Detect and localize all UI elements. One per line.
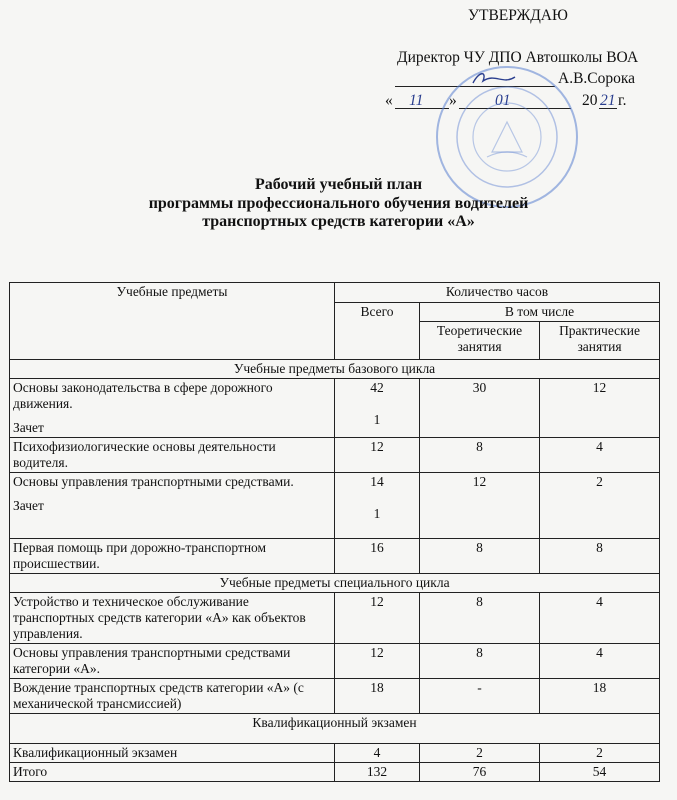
header-theory: Теоретические занятия (420, 322, 540, 360)
hours-total: 4 (335, 744, 420, 763)
hours-total: 12 (335, 644, 420, 679)
table-row (10, 744, 660, 763)
curriculum-table (9, 282, 660, 782)
hours-practice: 8 (540, 539, 660, 574)
hours-practice: 4 (540, 438, 660, 473)
table-row (10, 679, 660, 714)
section-title: Учебные предметы специального цикла (10, 574, 660, 593)
totals-practice: 54 (540, 763, 660, 782)
table-row (10, 438, 660, 473)
hours-practice: 4 (540, 644, 660, 679)
subject-name: Основы управления транспортными средствами. (13, 474, 294, 489)
date-year: 21 (600, 92, 616, 109)
table-row (10, 379, 660, 438)
header-hours: Количество часов (335, 283, 660, 303)
date-month: 01 (495, 92, 511, 109)
header-including: В том числе (420, 303, 660, 322)
table-row (10, 644, 660, 679)
title-line-1: Рабочий учебный план (254, 176, 423, 193)
hours-theory: 2 (420, 744, 540, 763)
approval-title: УТВЕРЖДАЮ (468, 7, 568, 24)
subject-name: Основы законодательства в сфере дорожного движения. (13, 380, 273, 411)
table-row (10, 593, 660, 644)
hours-practice: 4 (540, 593, 660, 644)
section-title: Учебные предметы базового цикла (10, 360, 660, 379)
subject-extra: Зачет (13, 498, 44, 513)
hours-total: 14 (370, 474, 384, 489)
signature-name: А.В.Сорока (558, 70, 636, 87)
table-row (10, 539, 660, 574)
hours-theory: 8 (420, 644, 540, 679)
subject-name: Основы управления транспортными средствами категории «А». (10, 644, 335, 679)
hours-total: 12 (335, 438, 420, 473)
hours-practice: 18 (540, 679, 660, 714)
hours-theory: - (420, 679, 540, 714)
totals-total: 132 (335, 763, 420, 782)
totals-label: Итого (10, 763, 335, 782)
hours-total: 18 (335, 679, 420, 714)
subject-name: Квалификационный экзамен (10, 744, 335, 763)
header-total: Всего (335, 303, 420, 360)
hours-practice: 12 (540, 379, 660, 438)
subject-name: Первая помощь при дорожно-транспортном происшествии. (10, 539, 335, 574)
header-subjects: Учебные предметы (10, 283, 335, 360)
subject-extra: Зачет (13, 420, 44, 435)
hours-practice: 2 (540, 473, 660, 539)
approval-position: Директор ЧУ ДПО Автошколы ВОА (397, 49, 639, 66)
hours-total: 12 (335, 593, 420, 644)
hours-theory: 12 (420, 473, 540, 539)
table-row (10, 473, 660, 539)
subject-name: Психофизиологические основы деятельности водителя. (10, 438, 335, 473)
section-title: Квалификационный экзамен (10, 714, 660, 744)
hours-total: 42 (370, 380, 384, 395)
hours-theory: 8 (420, 438, 540, 473)
hours-total: 16 (335, 539, 420, 574)
hours-practice: 2 (540, 744, 660, 763)
totals-theory: 76 (420, 763, 540, 782)
hours-total-extra: 1 (373, 506, 381, 521)
hours-theory: 8 (420, 539, 540, 574)
totals-row (10, 763, 660, 782)
date-day: 11 (409, 92, 424, 109)
subject-name: Устройство и техническое обслуживание транспортных средств категории «А» как объектов управления. (10, 593, 335, 644)
subject-name: Вождение транспортных средств категории «А» (с механической трансмиссией) (10, 679, 335, 714)
title-line-3: транспортных средств категории «А» (202, 213, 475, 230)
hours-total-extra: 1 (373, 412, 381, 427)
hours-theory: 8 (420, 593, 540, 644)
header-practice: Практические занятия (540, 322, 660, 360)
title-line-2: программы профессионального обучения водителей (148, 194, 529, 212)
document-title (0, 176, 677, 232)
hours-theory: 30 (420, 379, 540, 438)
